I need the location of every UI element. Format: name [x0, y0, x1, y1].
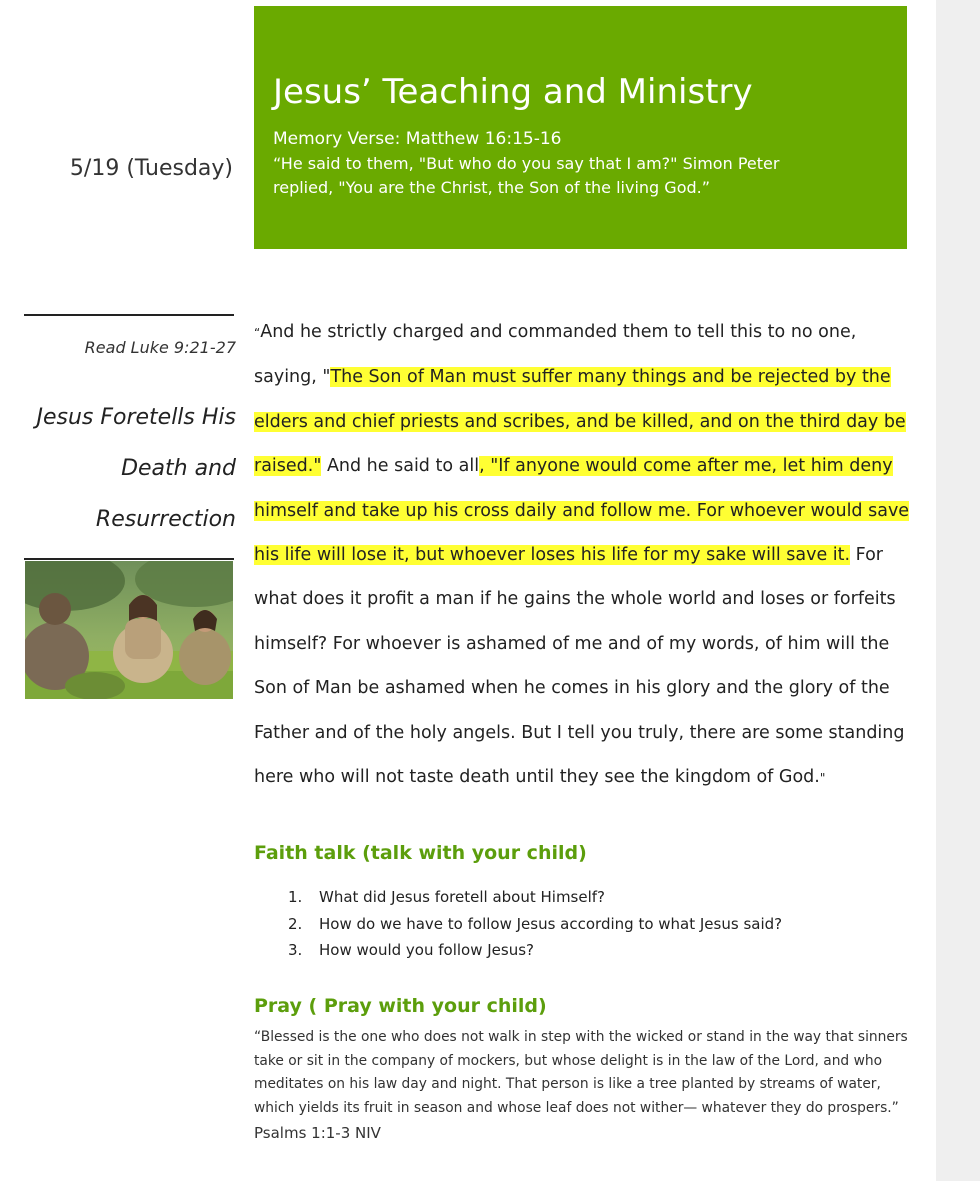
reading-reference: Read Luke 9:21-27: [84, 338, 236, 357]
passage-highlight-2: , "If anyone would come after me, let him deny himself and take up his cross daily and follow me. For whoever would save his life will lose it, but whoever loses his life for my sake will save it.: [254, 456, 910, 566]
page-margin-strip: [936, 0, 980, 1181]
pray-heading: Pray ( Pray with your child): [254, 995, 547, 1017]
list-item: [254, 884, 914, 911]
date-label: 5/19 (Tuesday): [69, 156, 233, 181]
faith-talk-heading: Faith talk (talk with your child): [254, 842, 587, 864]
question-text: How do we have to follow Jesus according to what Jesus said?: [319, 914, 783, 933]
title-banner: [254, 6, 907, 249]
question-text: How would you follow Jesus?: [319, 941, 534, 959]
page-title: Jesus’ Teaching and Ministry: [273, 72, 753, 112]
memory-verse-reference: Memory Verse: Matthew 16:15-16: [273, 129, 562, 149]
prayer-reference: Psalms 1:1-3 NIV: [254, 1124, 381, 1142]
passage-close-quote: ": [819, 771, 826, 786]
memory-verse-line-2: replied, "You are the Christ, the Son of the living God.”: [273, 178, 711, 197]
jesus-with-disciples-photo: [25, 561, 233, 699]
question-number: 3.: [288, 941, 303, 959]
passage-text-3: For what does it profit a man if he gains the whole world and loses or forfeits himself? For whoever is ashamed of me and of my words, of him will the Son of Man be ashamed when he comes in his glory and the glory of the Father and of the holy angels. But I tell you truly, there are some standing here who will not taste death until they see the kingdom of God.: [254, 545, 905, 788]
list-item: [254, 937, 914, 964]
question-number: 1.: [288, 888, 303, 906]
sidebar-bottom-divider: [24, 558, 234, 560]
prayer-text: “Blessed is the one who does not walk in step with the wicked or stand in the way that sinners take or sit in the company of mockers, but whose delight is in the law of the Lord, and who meditates on his law day and night. That person is like a tree planted by streams of water, which yields its fruit in season and whose leaf does not wither— whatever they do prospers.”: [254, 1029, 908, 1116]
question-number: 2.: [288, 914, 303, 933]
section-title-line-3: Resurrection: [95, 507, 236, 532]
sidebar-top-divider: [24, 314, 234, 316]
passage-highlight-1: The Son of Man must suffer many things and be rejected by the elders and chief priests and scribes, and be killed, and on the third day be raised.": [254, 367, 906, 477]
passage-text-1: And he strictly charged and commanded them to tell this to no one, saying, ": [254, 322, 857, 388]
section-title-line-1: Jesus Foretells His: [36, 405, 236, 430]
passage-text-2: And he said to all: [321, 456, 480, 477]
faith-talk-questions: [254, 884, 914, 964]
memory-verse-text: [273, 152, 887, 200]
memory-verse-line-1: “He said to them, "But who do you say that I am?" Simon Peter: [273, 154, 780, 173]
question-text: What did Jesus foretell about Himself?: [319, 888, 606, 906]
list-item: [254, 911, 914, 938]
scripture-passage: [254, 310, 914, 800]
section-title: [24, 392, 236, 545]
passage-open-quote: “: [254, 326, 261, 340]
section-title-line-2: Death and: [121, 456, 236, 481]
